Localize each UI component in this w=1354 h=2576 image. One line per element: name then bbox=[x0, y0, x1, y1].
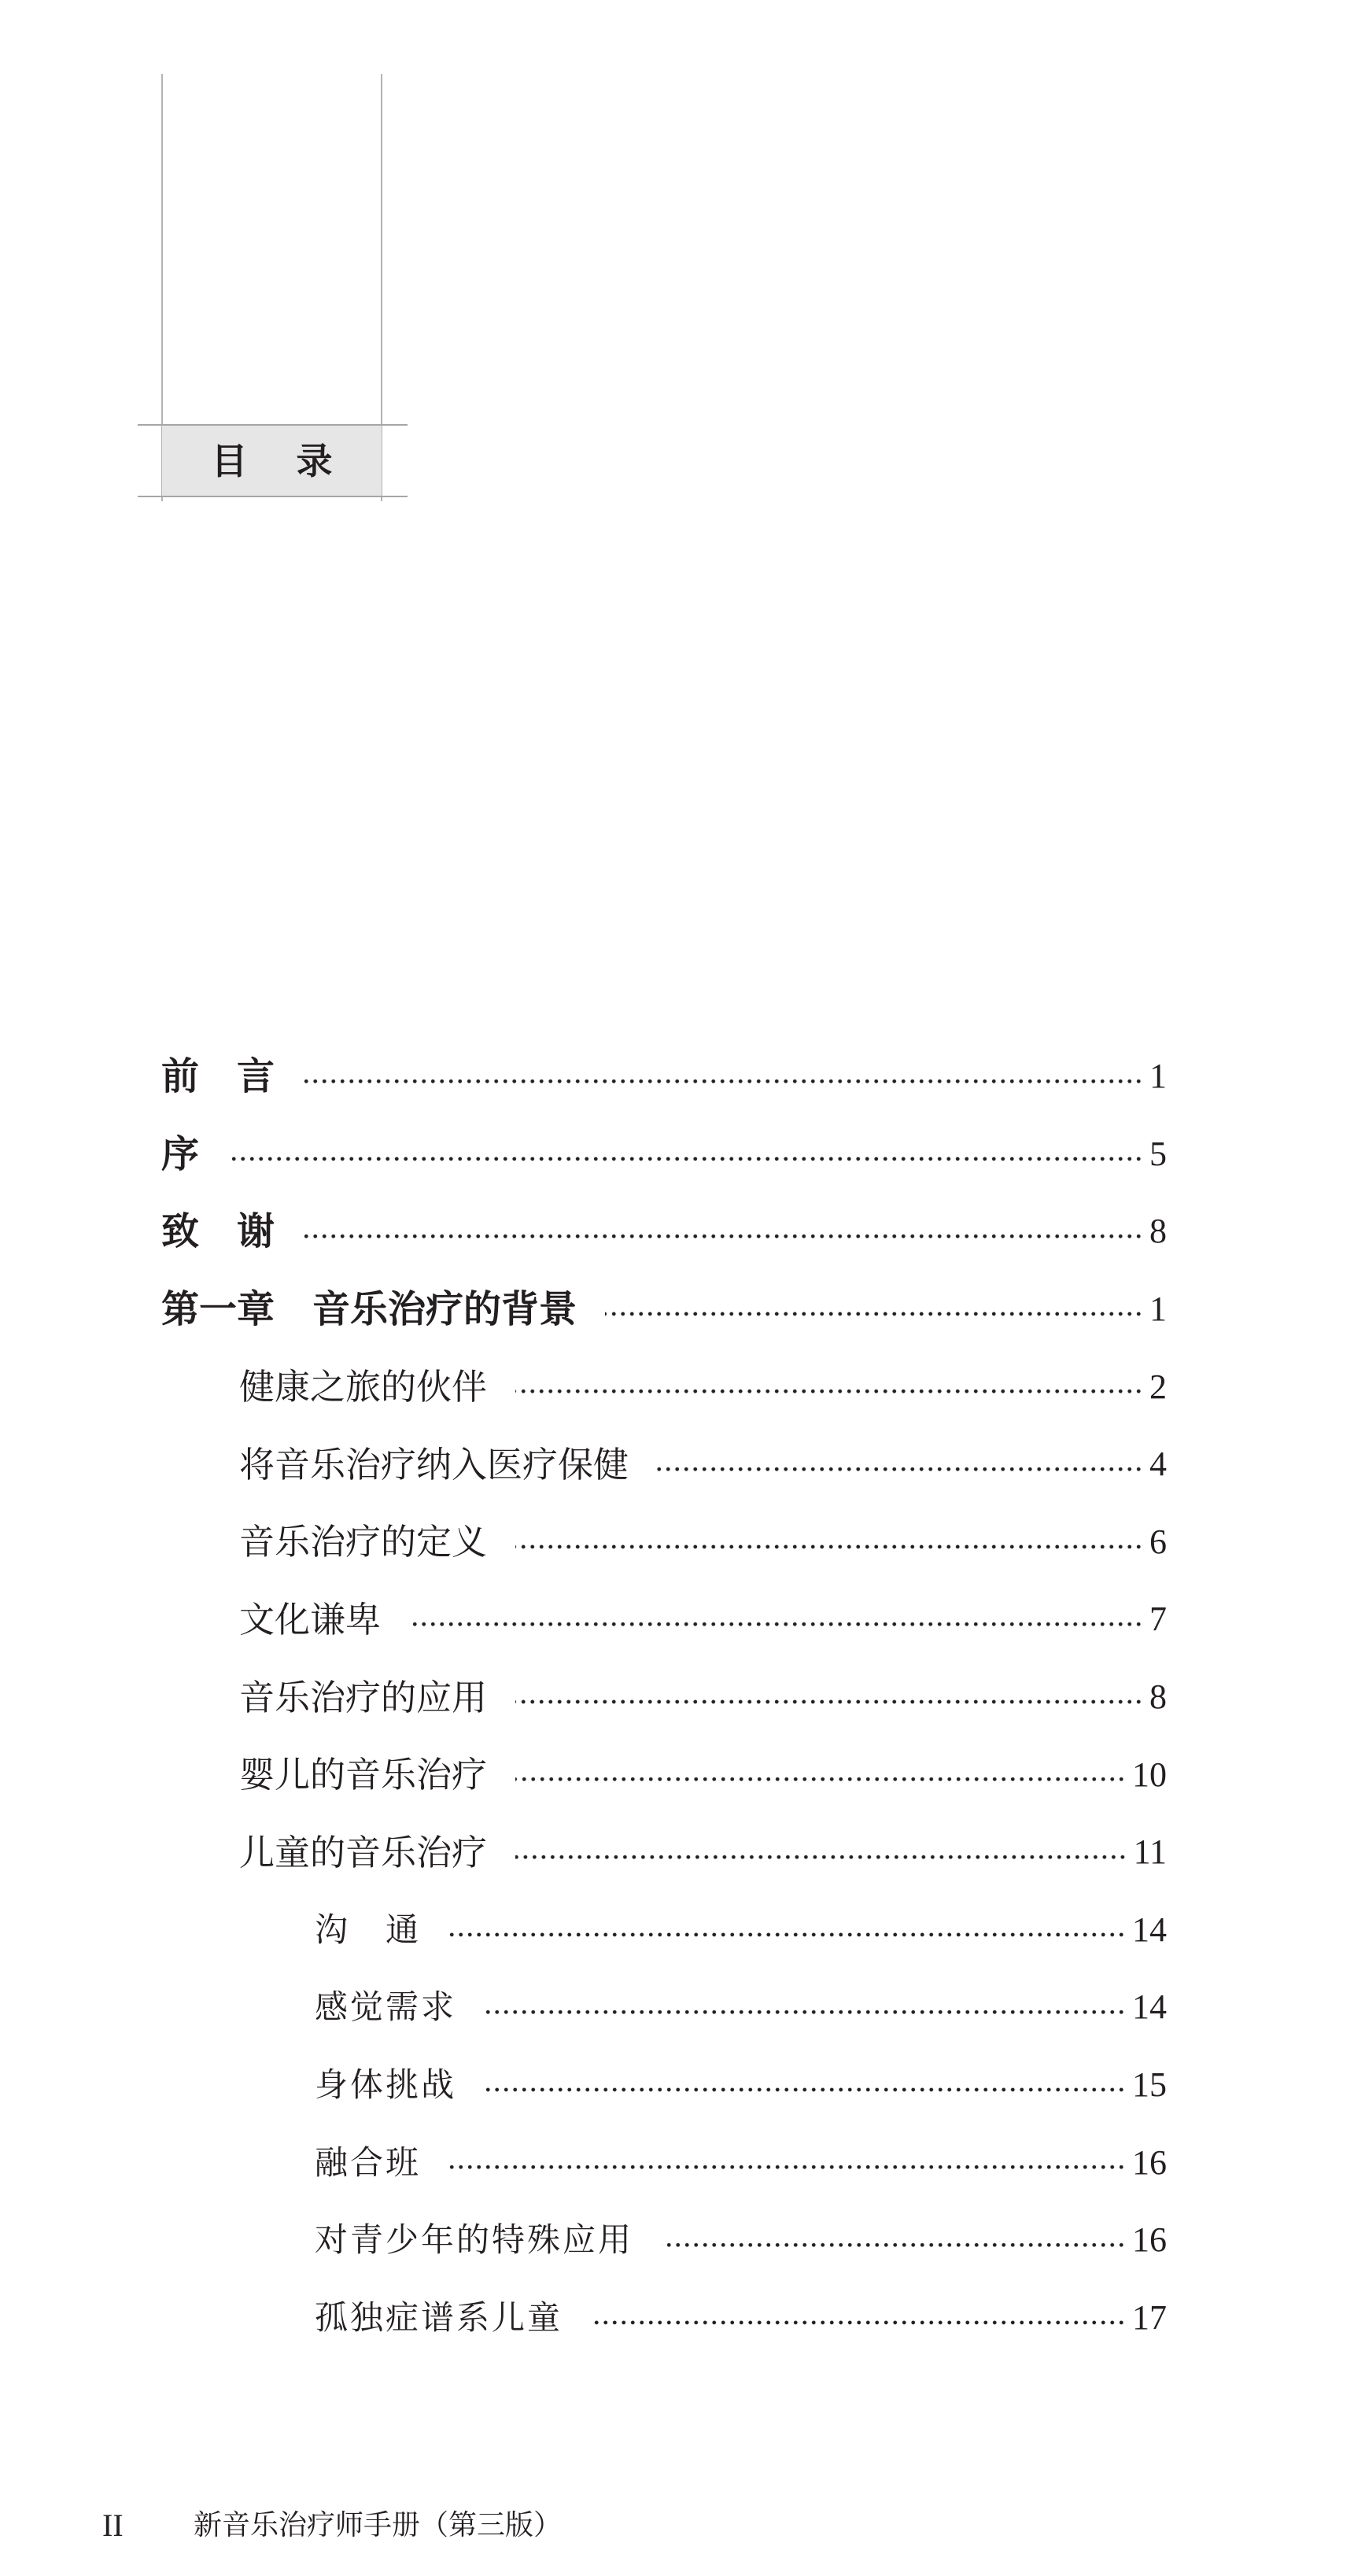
dot-leader bbox=[591, 2279, 1126, 2357]
toc-page-number: 5 bbox=[1149, 1134, 1167, 1173]
toc-page-number: 16 bbox=[1132, 2142, 1167, 2182]
toc-entry-title: 健康之旅的伙伴 bbox=[239, 1366, 488, 1408]
toc-entry-title: 沟 通 bbox=[315, 1910, 422, 1949]
dot-leader bbox=[515, 1504, 1143, 1581]
dot-leader bbox=[515, 1348, 1143, 1426]
toc-entry-section-definition bbox=[161, 1504, 1167, 1581]
toc-page-number: 14 bbox=[1132, 1910, 1167, 1949]
toc-entry-chapter-1 bbox=[161, 1271, 1167, 1349]
dot-leader bbox=[605, 1271, 1143, 1349]
toc-entry-title: 感觉需求 bbox=[315, 1987, 457, 2027]
page-footer bbox=[0, 2507, 1354, 2548]
dot-leader bbox=[449, 2124, 1126, 2201]
toc-entry-section-applications bbox=[161, 1659, 1167, 1736]
toc-page-number: 16 bbox=[1132, 2220, 1167, 2260]
toc-entry-subsection-adolescents bbox=[161, 2201, 1167, 2279]
dot-leader bbox=[662, 2201, 1126, 2279]
toc-entry-title: 身体挑战 bbox=[315, 2065, 457, 2105]
toc-entry-section-cultural-humility bbox=[161, 1581, 1167, 1659]
toc-page-number: 15 bbox=[1132, 2065, 1167, 2105]
toc-entry-title: 音乐治疗的定义 bbox=[239, 1521, 488, 1563]
frame-top-rule bbox=[138, 424, 408, 426]
toc-page-number: 1 bbox=[1149, 1290, 1167, 1329]
toc-page-number: 8 bbox=[1149, 1212, 1167, 1251]
dot-leader bbox=[303, 1038, 1143, 1116]
toc-page-number: 11 bbox=[1133, 1832, 1167, 1872]
toc-page-number: 17 bbox=[1132, 2297, 1167, 2337]
toc-entry-section-partners bbox=[161, 1348, 1167, 1426]
toc-page-number: 7 bbox=[1149, 1600, 1167, 1639]
dot-leader bbox=[409, 1581, 1143, 1659]
toc-page-number: 10 bbox=[1132, 1755, 1167, 1794]
toc-entry-title: 音乐治疗的应用 bbox=[239, 1676, 488, 1718]
toc-entry-title: 第一章 音乐治疗的背景 bbox=[161, 1287, 577, 1332]
toc-entry-subsection-physical-challenges bbox=[161, 2046, 1167, 2124]
toc-page-number: 4 bbox=[1149, 1445, 1167, 1484]
toc-page-number: 14 bbox=[1132, 1987, 1167, 2027]
title-band bbox=[162, 425, 382, 496]
toc-entry-subsection-communication bbox=[161, 1891, 1167, 1969]
toc-entry-title: 融合班 bbox=[315, 2142, 422, 2182]
toc-entry-title: 将音乐治疗纳入医疗保健 bbox=[239, 1443, 629, 1485]
toc-entry-subsection-sensory-needs bbox=[161, 1969, 1167, 2046]
toc-entry-subsection-inclusion-class bbox=[161, 2124, 1167, 2201]
toc-entry-title: 对青少年的特殊应用 bbox=[315, 2220, 634, 2260]
frame-bottom-rule bbox=[138, 496, 408, 497]
dot-leader bbox=[303, 1193, 1143, 1271]
toc-entry-section-children bbox=[161, 1814, 1167, 1891]
toc-entry-title: 序 bbox=[161, 1131, 200, 1176]
dot-leader bbox=[515, 1814, 1127, 1891]
dot-leader bbox=[657, 1426, 1143, 1504]
toc-entry-section-infants bbox=[161, 1736, 1167, 1814]
dot-leader bbox=[485, 1969, 1126, 2046]
folio-page-number: II bbox=[102, 2508, 124, 2543]
toc-entry-subsection-autism bbox=[161, 2279, 1167, 2357]
toc-entry-title: 孤独症谱系儿童 bbox=[315, 2297, 563, 2337]
toc-entry-acknowledgments bbox=[161, 1193, 1167, 1271]
dot-leader bbox=[515, 1659, 1143, 1736]
toc-entry-title: 前 言 bbox=[161, 1054, 275, 1099]
toc-page-number: 1 bbox=[1149, 1057, 1167, 1096]
toc-entry-preface bbox=[161, 1038, 1167, 1116]
toc-page-number: 6 bbox=[1149, 1522, 1167, 1561]
toc-page-number: 8 bbox=[1149, 1677, 1167, 1717]
dot-leader bbox=[515, 1736, 1126, 1814]
dot-leader bbox=[485, 2046, 1126, 2124]
dot-leader bbox=[227, 1116, 1143, 1194]
toc-entry-section-healthcare bbox=[161, 1426, 1167, 1504]
table-of-contents bbox=[161, 1038, 1167, 2356]
dot-leader bbox=[449, 1891, 1126, 1969]
toc-entry-foreword bbox=[161, 1116, 1167, 1194]
toc-entry-title: 儿童的音乐治疗 bbox=[239, 1831, 488, 1873]
running-book-title: 新音乐治疗师手册（第三版） bbox=[194, 2509, 563, 2541]
page-title: 目 录 bbox=[211, 439, 339, 482]
toc-entry-title: 文化谦卑 bbox=[239, 1598, 382, 1640]
toc-entry-title: 致 谢 bbox=[161, 1209, 275, 1254]
toc-title-frame bbox=[0, 0, 472, 551]
toc-entry-title: 婴儿的音乐治疗 bbox=[239, 1754, 488, 1796]
toc-page-number: 2 bbox=[1149, 1367, 1167, 1406]
